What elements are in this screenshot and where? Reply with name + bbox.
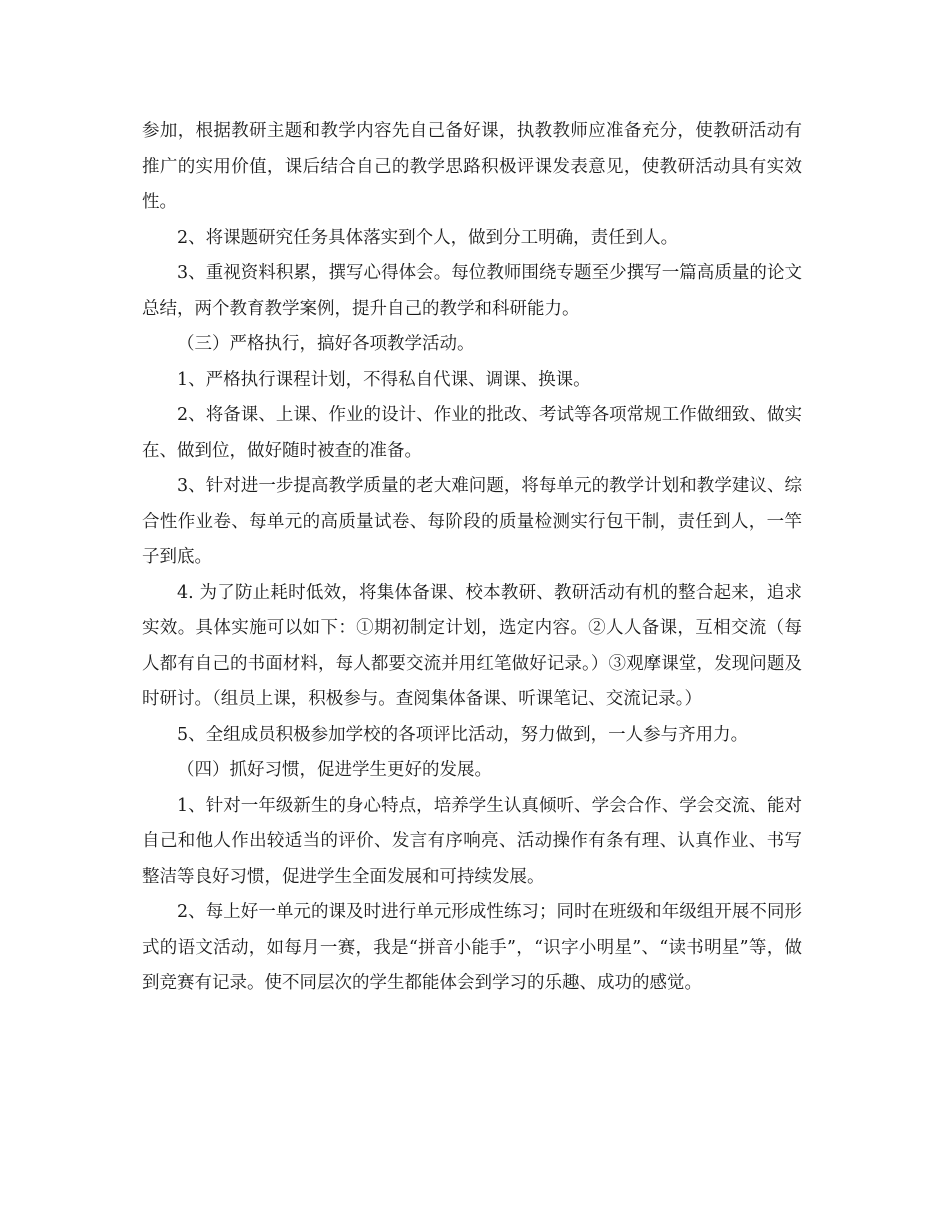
document-body bbox=[142, 114, 802, 1002]
paragraph: 2、将备课、上课、作业的设计、作业的批改、考试等各项常规工作做细致、做实在、做到位，做好随时被查的准备。 bbox=[142, 405, 802, 461]
paragraph: 4. 为了防止耗时低效，将集体备课、校本教研、教研活动有机的整合起来，追求实效。具体实施可以如下：①期初制定计划，选定内容。②人人备课，互相交流（每人都有自己的书面材料，每人都要交流并用红笔做好记录。）③观摩课堂，发现问题及时研讨。（组员上课，积极参与。查阅集体备课、听课笔记、交流记录。） bbox=[142, 582, 802, 709]
paragraph: 3、重视资料积累，撰写心得体会。每位教师围绕专题至少撰写一篇高质量的论文总结，两个教育教学案例，提升自己的教学和科研能力。 bbox=[142, 263, 802, 319]
paragraph: 2、将课题研究任务具体落实到个人，做到分工明确，责任到人。 bbox=[177, 227, 679, 248]
section-heading: （四）抓好习惯，促进学生更好的发展。 bbox=[177, 760, 492, 780]
paragraph: 2、每上好一单元的课及时进行单元形成性练习；同时在班级和年级组开展不同形式的语文活动，如每月一赛，我是“拼音小能手”，“识字小明星”、“读书明星”等，做到竞赛有记录。使不同层次的学生都能体会到学习的乐趣、成功的感觉。 bbox=[142, 902, 802, 993]
paragraph: 1、严格执行课程计划，不得私自代课、调课、换课。 bbox=[177, 369, 591, 390]
paragraph-continued: 参加，根据教研主题和教学内容先自己备好课，执教教师应准备充分，使教研活动有推广的实用价值，课后结合自己的教学思路积极评课发表意见，使教研活动具有实效性。 bbox=[142, 121, 802, 212]
paragraph: 3、针对进一步提高教学质量的老大难问题，将每单元的教学计划和教学建议、综合性作业卷、每单元的高质量试卷、每阶段的质量检测实行包干制，责任到人，一竿子到底。 bbox=[142, 476, 802, 567]
paragraph: 1、针对一年级新生的身心特点，培养学生认真倾听、学会合作、学会交流、能对自己和他人作出较适当的评价、发言有序响亮、活动操作有条有理、认真作业、书写整洁等良好习惯，促进学生全面发展和可持续发展。 bbox=[142, 795, 802, 887]
paragraph: 5、全组成员积极参加学校的各项评比活动，努力做到，一人参与齐用力。 bbox=[177, 724, 749, 745]
section-heading: （三）严格执行，搞好各项教学活动。 bbox=[177, 334, 475, 354]
